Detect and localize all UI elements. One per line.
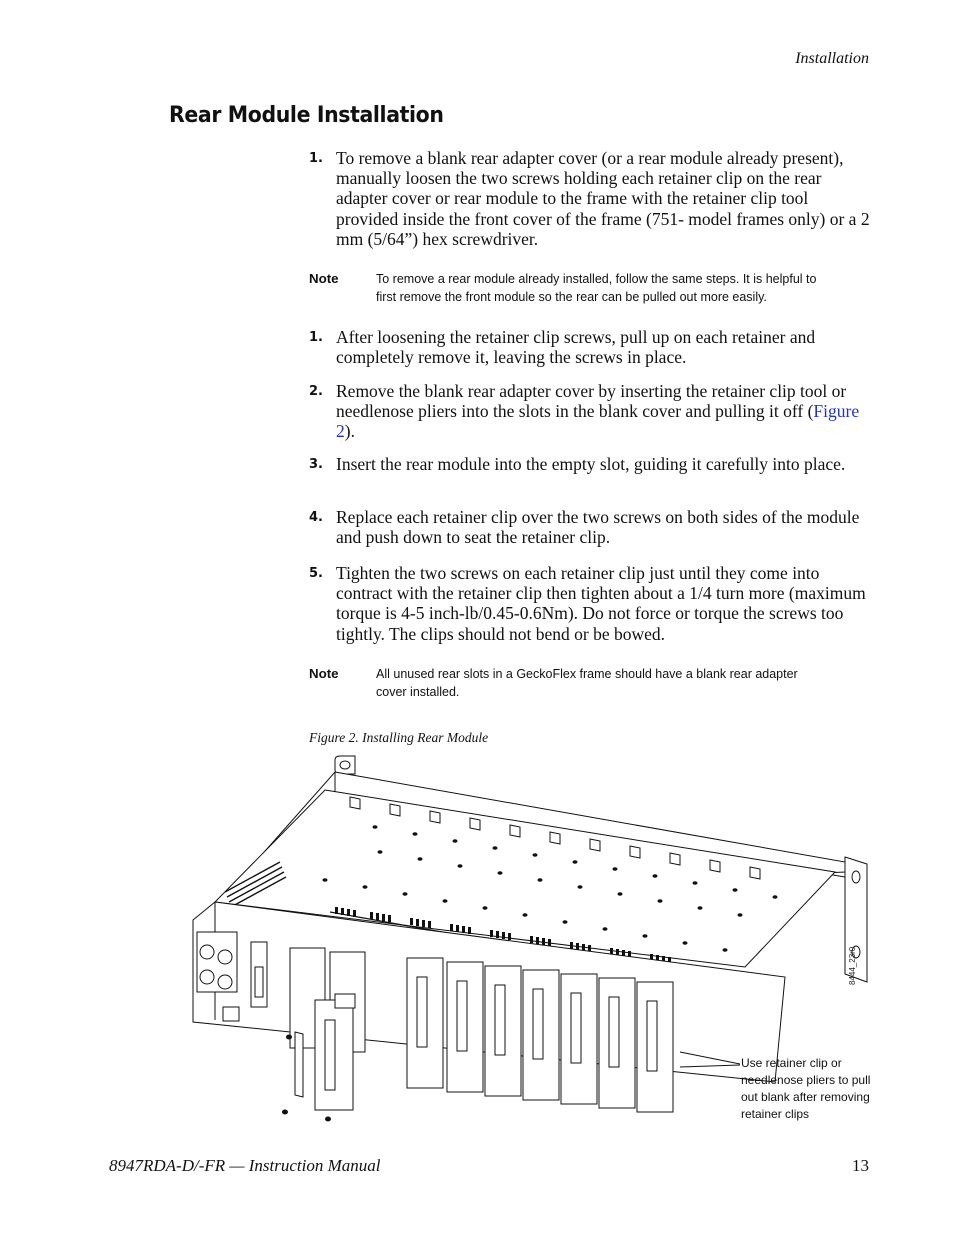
step-text: Insert the rear module into the empty slot, guiding it carefully into place. (336, 454, 846, 474)
note-label: Note (309, 666, 339, 681)
step-text (336, 381, 871, 442)
note-label: Note (309, 271, 339, 286)
step-number: 1. (309, 151, 323, 166)
figure-caption: Figure 2. Installing Rear Module (309, 730, 489, 745)
blank-cover (315, 994, 355, 1110)
page-number: 13 (852, 1156, 869, 1175)
step-number: 5. (309, 566, 323, 581)
step-number: 2. (309, 384, 323, 399)
step-text: Tighten the two screws on each retainer clip just until they come into contract with the retainer clip then tighten about a 1/4 turn more (maximum torque is 4-5 inch-lb/0.45-0.6Nm). Do not force or torque the screws too tightly. The clips should not bend or be bowed. (336, 563, 866, 644)
step-text-before: Remove the blank rear adapter cover by inserting the retainer clip tool or needlenose pliers into the slots in the blank cover and pulling it off ( (336, 381, 847, 422)
step-number: 1. (309, 330, 323, 345)
step-text: To remove a blank rear adapter cover (or a rear module already present), manually loosen the two screws holding each retainer clip on the rear adapter cover or rear module to the frame with the retainer clip tool provided inside the front cover of the frame (751- model frames only) or a 2 mm (5/64”) hex screwdriver. (336, 148, 870, 249)
step-text: Replace each retainer clip over the two screws on both sides of the module and push down to seat the retainer clip. (336, 507, 860, 548)
note-text: To remove a rear module already installed, follow the same steps. It is helpful to first remove the front module so the rear can be pulled out more easily. (376, 271, 817, 304)
step-number: 3. (309, 457, 323, 472)
figure-callout: Use retainer clip or needlenose pliers to pull out blank after removing retainer clips (741, 1056, 871, 1121)
running-header: Installation (795, 50, 869, 67)
step-text-after: ). (344, 421, 355, 442)
note-text: All unused rear slots in a GeckoFlex frame should have a blank rear adapter cover installed. (376, 666, 798, 699)
step-number: 4. (309, 510, 323, 525)
figure-id: 8444_23r0 (848, 946, 857, 985)
section-title: Rear Module Installation (169, 103, 444, 128)
step-text: After loosening the retainer clip screws, pull up on each retainer and completely remove it, leaving the screws in place. (336, 327, 816, 368)
footer-manual-title: 8947RDA-D/-FR — Instruction Manual (109, 1156, 381, 1175)
figure-link[interactable]: Figure 2 (336, 401, 860, 442)
